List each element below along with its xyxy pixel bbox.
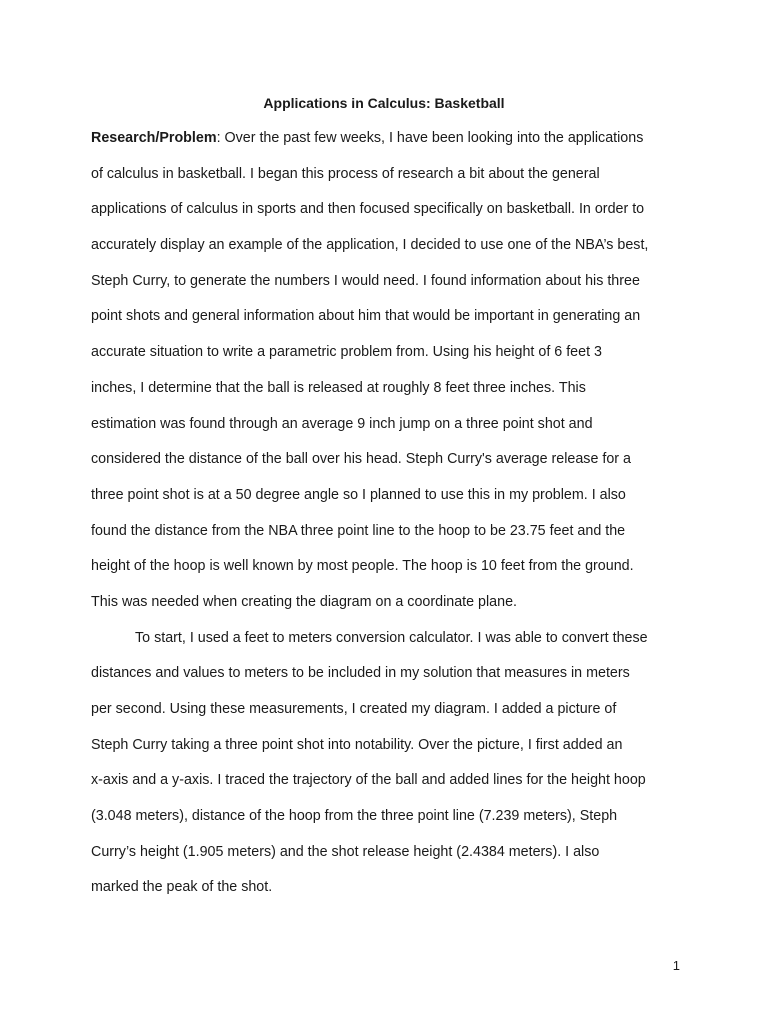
paragraph-1-line: accurately display an example of the application, I decided to use one of the NBA’s best,	[91, 237, 649, 254]
paragraph-2-line: marked the peak of the shot.	[91, 879, 273, 896]
paragraph-2-line: distances and values to meters to be included in my solution that measures in meters	[91, 665, 630, 682]
paragraph-1-line: Steph Curry, to generate the numbers I would need. I found information about his three	[91, 272, 640, 289]
paragraph-2-line-1: To start, I used a feet to meters conversion calculator. I was able to convert these	[135, 629, 648, 646]
paragraph-2-line: Steph Curry taking a three point shot into notability. Over the picture, I first added an	[91, 736, 623, 753]
paragraph-1-line: applications of calculus in sports and then focused specifically on basketball. In order to	[91, 201, 645, 218]
paragraph-1-line: three point shot is at a 50 degree angle so I planned to use this in my problem. I also	[91, 486, 626, 503]
research-problem-label: Research/Problem	[91, 130, 217, 146]
paragraph-2-line: per second. Using these measurements, I created my diagram. I added a picture of	[91, 701, 617, 717]
paragraph-1-first-line-text: : Over the past few weeks, I have been looking into the applications	[216, 130, 644, 146]
paragraph-1-line: of calculus in basketball. I began this process of research a bit about the general	[91, 165, 600, 182]
paragraph-1-line: considered the distance of the ball over his head. Steph Curry's average release for a	[91, 451, 631, 468]
paragraph-1-line: found the distance from the NBA three point line to the hoop to be 23.75 feet and the	[91, 522, 626, 539]
document-title: Applications in Calculus: Basketball	[263, 95, 505, 111]
paragraph-2-line: x-axis and a y-axis. I traced the trajectory of the ball and added lines for the height hoop	[91, 772, 646, 789]
paragraph-1-line: This was needed when creating the diagram on a coordinate plane.	[91, 593, 518, 610]
page-number: 1	[672, 958, 680, 973]
document-body	[91, 121, 691, 906]
paragraph-1-line: point shots and general information about him that would be important in generating an	[91, 308, 641, 325]
paragraph-2-line: (3.048 meters), distance of the hoop from the three point line (7.239 meters), Steph	[91, 808, 618, 825]
paragraph-1-line: height of the hoop is well known by most people. The hoop is 10 feet from the ground.	[91, 558, 634, 575]
paragraph-2-line: Curry’s height (1.905 meters) and the shot release height (2.4384 meters). I also	[91, 843, 600, 860]
paragraph-1-line: estimation was found through an average 9 inch jump on a three point shot and	[91, 415, 593, 432]
paragraph-1-line-1	[91, 121, 691, 157]
paragraph-1-line: accurate situation to write a parametric problem from. Using his height of 6 feet 3	[91, 344, 602, 361]
paragraph-1-line: inches, I determine that the ball is released at roughly 8 feet three inches. This	[91, 379, 586, 396]
